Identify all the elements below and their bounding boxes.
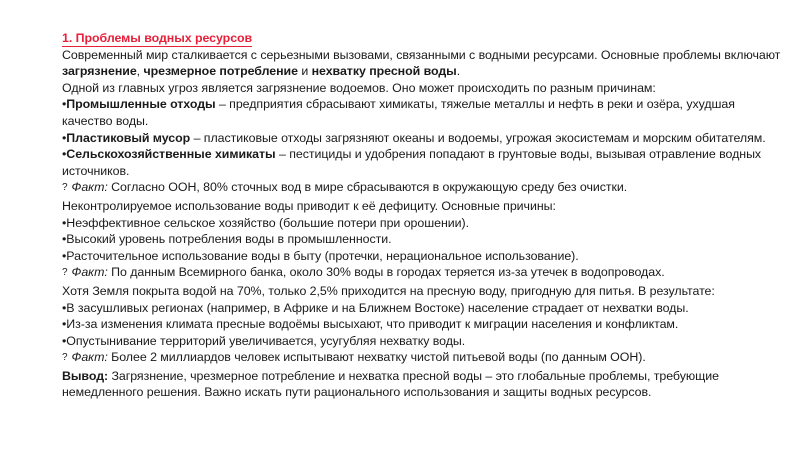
bullet: • bbox=[62, 232, 67, 247]
list-item-text: Расточительное использование воды в быту (протечки, нерациональное использование). bbox=[66, 248, 579, 263]
fact-text: Более 2 миллиардов человек испытывают нехватку чистой питьевой воды (по данным ООН). bbox=[107, 350, 646, 365]
document-body bbox=[62, 30, 787, 401]
list-item-text: Высокий уровень потребления воды в промышленности. bbox=[66, 232, 392, 247]
list-item bbox=[62, 316, 787, 333]
unknown-glyph-icon: ? bbox=[62, 182, 68, 194]
bullet: • bbox=[62, 97, 67, 112]
shortage-lead: Хотя Земля покрыта водой на 70%, только 2,5% приходится на пресную воду, пригодную для питья. В результате: bbox=[62, 283, 715, 298]
list-item bbox=[62, 96, 787, 129]
bullet: • bbox=[62, 215, 67, 230]
conclusion-text: Загрязнение, чрезмерное потребление и нехватка пресной воды – это глобальные проблемы, требующие немедленного решения. Важно искать пути рационального использования и защиты водных ресурсов. bbox=[62, 368, 719, 400]
bullet: • bbox=[62, 130, 67, 145]
list-item-text: – пестициды и удобрения попадают в грунтовые воды, вызывая отравление водных источников. bbox=[62, 147, 762, 178]
heading-underline bbox=[62, 46, 252, 47]
bullet: • bbox=[62, 147, 67, 162]
list-item bbox=[62, 146, 787, 179]
intro-bold-consumption: чрезмерное потребление bbox=[143, 64, 298, 79]
bullet: • bbox=[62, 333, 67, 348]
intro-end: . bbox=[456, 64, 461, 79]
fact-line bbox=[62, 179, 787, 198]
unknown-glyph-icon: ? bbox=[62, 352, 68, 364]
list-item bbox=[62, 231, 787, 248]
list-item-text: Неэффективное сельское хозяйство (большие потери при орошении). bbox=[66, 215, 469, 230]
bullet: • bbox=[62, 300, 67, 315]
unknown-glyph-icon: ? bbox=[62, 267, 68, 279]
conclusion-label: Вывод: bbox=[62, 368, 109, 383]
list-item-term: Пластиковый мусор bbox=[66, 130, 191, 145]
fact-label: Факт: bbox=[71, 180, 108, 195]
pollution-lead: Одной из главных угроз является загрязнение водоемов. Оно может происходить по разным причинам: bbox=[62, 80, 656, 95]
bullet: • bbox=[62, 317, 67, 332]
list-item-text: Опустынивание территорий увеличивается, усугубляя нехватку воды. bbox=[66, 333, 466, 348]
fact-text: По данным Всемирного банка, около 30% воды в городах теряется из-за утечек в водопроводах. bbox=[107, 265, 665, 280]
intro-bold-pollution: загрязнение bbox=[62, 64, 137, 79]
intro-sep: и bbox=[297, 64, 312, 79]
list-item bbox=[62, 248, 787, 265]
fact-text: Согласно ООН, 80% сточных вод в мире сбрасываются в окружающую среду без очистки. bbox=[107, 180, 628, 195]
fact-line bbox=[62, 349, 787, 368]
intro-text: Современный мир сталкивается с серьезными вызовами, связанными с водными ресурсами. Основные проблемы включают bbox=[62, 47, 781, 62]
list-item-text: Из-за изменения климата пресные водоёмы высыхают, что приводит к миграции населения и конфликтам. bbox=[66, 317, 679, 332]
list-item-term: Сельскохозяйственные химикаты bbox=[66, 147, 276, 162]
list-item bbox=[62, 130, 787, 147]
fact-line bbox=[62, 264, 787, 283]
list-item-text: – предприятия сбрасывают химикаты, тяжелые металлы и нефть в реки и озёра, ухудшая качество воды. bbox=[62, 97, 735, 128]
section-heading-text: 1. Проблемы водных ресурсов bbox=[62, 31, 253, 45]
list-item bbox=[62, 300, 787, 317]
bullet: • bbox=[62, 248, 67, 263]
list-item bbox=[62, 333, 787, 350]
conclusion-paragraph bbox=[62, 368, 787, 401]
list-item-text: – пластиковые отходы загрязняют океаны и водоемы, угрожая экосистемам и морским обитателям. bbox=[190, 130, 766, 145]
list-item bbox=[62, 215, 787, 232]
consumption-lead: Неконтролируемое использование воды приводит к её дефициту. Основные причины: bbox=[62, 198, 556, 213]
fact-label: Факт: bbox=[71, 350, 108, 365]
intro-sep: , bbox=[136, 64, 144, 79]
intro-bold-shortage: нехватку пресной воды bbox=[311, 64, 457, 79]
list-item-text: В засушливых регионах (например, в Африке и на Ближнем Востоке) население страдает от нехватки воды. bbox=[66, 300, 689, 315]
list-item-term: Промышленные отходы bbox=[66, 97, 216, 112]
section-heading bbox=[62, 30, 787, 47]
intro-paragraph bbox=[62, 47, 787, 80]
fact-label: Факт: bbox=[71, 265, 108, 280]
